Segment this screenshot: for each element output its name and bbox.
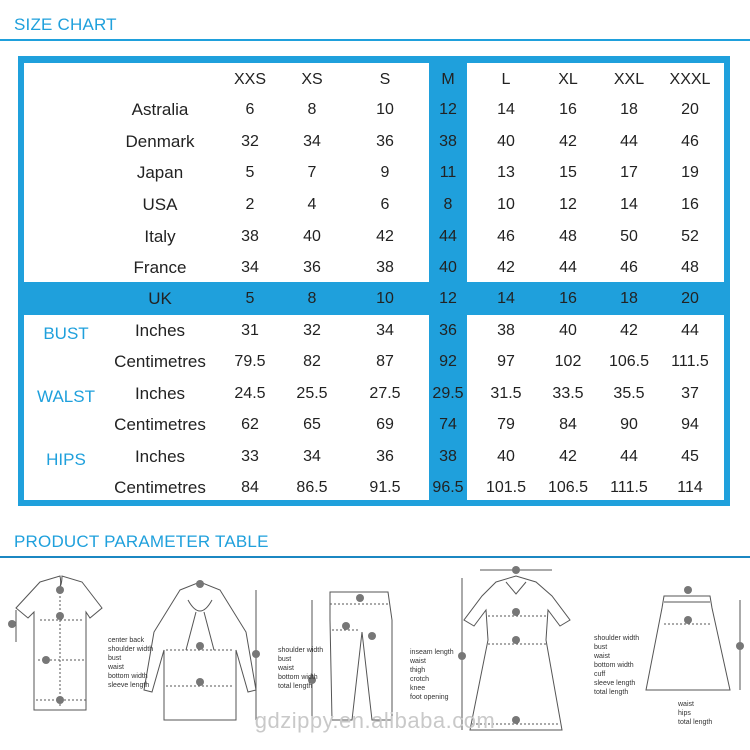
table-cell: 37 [681, 385, 699, 402]
legend-item: bust [594, 644, 608, 651]
uk-row-highlight [24, 282, 724, 315]
parameter-table-rule [0, 556, 750, 558]
table-cell: 34 [241, 259, 259, 276]
table-cell: 44 [681, 322, 699, 339]
table-cell: 94 [681, 416, 699, 433]
table-cell: 10 [497, 196, 515, 213]
table-cell: 32 [241, 133, 259, 150]
legend-item: foot opening [410, 694, 449, 701]
blouse-diagram [144, 582, 256, 720]
tshirt-diagram [16, 576, 102, 710]
table-cell: 15 [559, 164, 577, 181]
table-cell: 102 [554, 353, 582, 370]
row-label: Centimetres [114, 478, 206, 497]
table-cell: 7 [307, 164, 317, 181]
table-cell: 6 [380, 196, 390, 213]
column-header: L [501, 71, 511, 88]
legend-item: knee [410, 685, 426, 692]
legend-item: center back [108, 637, 145, 644]
table-cell: 50 [620, 228, 638, 245]
row-label: Astralia [131, 100, 189, 119]
dress-legend [594, 634, 639, 697]
pants-diagram [312, 592, 392, 720]
table-cell: 29.5 [432, 385, 464, 402]
table-cell: 4 [307, 196, 317, 213]
table-cell: 46 [620, 259, 638, 276]
table-cell: 14 [497, 101, 515, 118]
legend-item: total length [678, 719, 713, 726]
parameter-table-title: PRODUCT PARAMETER TABLE [14, 532, 269, 551]
table-cell: 20 [681, 290, 699, 307]
table-cell: 34 [303, 448, 321, 465]
row-label: Japan [136, 163, 184, 182]
table-cell: 42 [497, 259, 515, 276]
legend-item: waist [410, 658, 426, 665]
table-cell: 90 [620, 416, 638, 433]
row-label: France [133, 258, 187, 277]
table-cell: 42 [559, 448, 577, 465]
skirt-diagram [646, 596, 740, 690]
legend-item: bust [278, 656, 292, 663]
table-cell: 5 [245, 290, 255, 307]
column-header: S [379, 71, 391, 88]
table-cell: 38 [439, 448, 457, 465]
table-cell: 69 [376, 416, 394, 433]
table-cell: 18 [620, 290, 638, 307]
legend-item: bust [108, 655, 122, 662]
table-cell: 31.5 [490, 385, 522, 402]
table-cell: 10 [376, 101, 394, 118]
table-cell: 114 [677, 479, 703, 496]
legend-item: crotch [410, 676, 430, 683]
table-cell: 91.5 [369, 479, 401, 496]
table-cell: 24.5 [234, 385, 266, 402]
legend-item: shoulder width [594, 635, 640, 642]
table-cell: 13 [497, 164, 515, 181]
table-cell: 6 [245, 101, 255, 118]
legend-item: thigh [410, 667, 426, 674]
legend-item: waist [108, 664, 124, 671]
size-chart-title: SIZE CHART [14, 15, 117, 34]
table-cell: 84 [241, 479, 259, 496]
table-cell: 97 [497, 353, 515, 370]
column-header: XL [558, 71, 578, 88]
table-cell: 31 [241, 322, 259, 339]
legend-item: hips [678, 710, 691, 717]
size-chart-rule [0, 39, 750, 41]
table-cell: 16 [681, 196, 699, 213]
row-label: Italy [144, 227, 176, 246]
legend-item: sleeve length [108, 682, 150, 689]
table-cell: 106.5 [547, 479, 589, 496]
legend-item: waist [594, 653, 610, 660]
table-cell: 52 [681, 228, 699, 245]
table-cell: 45 [681, 448, 699, 465]
legend-item: bottom width [278, 674, 318, 681]
table-cell: 40 [497, 133, 515, 150]
group-label-walst: WALST [37, 387, 95, 406]
table-cell: 48 [681, 259, 699, 276]
table-cell: 48 [559, 228, 577, 245]
row-label: UK [148, 289, 172, 308]
table-cell: 34 [376, 322, 394, 339]
table-cell: 92 [439, 353, 457, 370]
row-label: USA [142, 195, 178, 214]
table-cell: 40 [559, 322, 577, 339]
table-cell: 25.5 [296, 385, 328, 402]
table-cell: 16 [559, 290, 577, 307]
table-cell: 79.5 [234, 353, 266, 370]
table-cell: 84 [559, 416, 577, 433]
table-cell: 106.5 [608, 353, 650, 370]
row-label: Inches [134, 321, 186, 340]
table-cell: 40 [303, 228, 321, 245]
table-cell: 36 [303, 259, 321, 276]
table-cell: 12 [439, 290, 457, 307]
table-cell: 19 [681, 164, 699, 181]
table-cell: 34 [303, 133, 321, 150]
legend-item: sleeve length [594, 680, 636, 687]
pants-legend [410, 648, 454, 702]
table-cell: 27.5 [369, 385, 401, 402]
table-cell: 20 [681, 101, 699, 118]
table-cell: 101.5 [485, 479, 527, 496]
table-cell: 16 [559, 101, 577, 118]
legend-item: cuff [594, 671, 606, 678]
row-label: Centimetres [114, 352, 206, 371]
legend-item: waist [278, 665, 294, 672]
table-cell: 96.5 [432, 479, 464, 496]
table-cell: 33 [241, 448, 259, 465]
column-header: M [441, 71, 455, 88]
legend-item: shoulder width [108, 646, 154, 653]
tshirt-legend [108, 636, 153, 690]
legend-item: bottom width [594, 662, 634, 669]
table-cell: 11 [439, 164, 457, 181]
watermark: gdzippy.en.alibaba.com [254, 708, 496, 733]
table-cell: 36 [376, 448, 394, 465]
legend-item: shoulder width [278, 647, 324, 654]
table-cell: 38 [376, 259, 394, 276]
table-cell: 12 [439, 101, 457, 118]
legend-item: bottom width [108, 673, 148, 680]
table-cell: 42 [559, 133, 577, 150]
table-cell: 44 [559, 259, 577, 276]
table-cell: 32 [303, 322, 321, 339]
table-cell: 44 [620, 133, 638, 150]
table-cell: 111.5 [671, 353, 709, 370]
table-cell: 79 [497, 416, 515, 433]
dress-diagram [462, 570, 570, 730]
table-cell: 111.5 [610, 479, 648, 496]
table-cell: 40 [439, 259, 457, 276]
group-label-hips: HIPS [46, 450, 86, 469]
table-cell: 18 [620, 101, 638, 118]
table-cell: 9 [380, 164, 390, 181]
table-cell: 36 [439, 322, 457, 339]
table-cell: 46 [681, 133, 699, 150]
row-label: Inches [134, 447, 186, 466]
blouse-legend [278, 646, 323, 691]
table-cell: 38 [439, 133, 457, 150]
table-cell: 10 [376, 290, 394, 307]
table-cell: 44 [620, 448, 638, 465]
column-header: XXXL [669, 71, 711, 88]
table-cell: 82 [303, 353, 321, 370]
legend-item: inseam length [410, 649, 454, 656]
column-header: XS [301, 71, 323, 88]
table-cell: 46 [497, 228, 515, 245]
table-cell: 38 [497, 322, 515, 339]
table-cell: 40 [497, 448, 515, 465]
table-cell: 36 [376, 133, 394, 150]
table-cell: 74 [439, 416, 457, 433]
column-header: XXS [233, 71, 267, 88]
table-cell: 86.5 [296, 479, 328, 496]
table-cell: 12 [559, 196, 577, 213]
legend-item: total length [278, 683, 313, 690]
table-cell: 42 [376, 228, 394, 245]
row-label: Centimetres [114, 415, 206, 434]
table-cell: 8 [443, 196, 453, 213]
table-cell: 14 [620, 196, 638, 213]
table-cell: 42 [620, 322, 638, 339]
table-cell: 33.5 [552, 385, 584, 402]
table-cell: 2 [245, 196, 255, 213]
row-label: Denmark [125, 132, 195, 151]
column-header: XXL [613, 71, 645, 88]
table-cell: 35.5 [613, 385, 645, 402]
table-cell: 62 [241, 416, 259, 433]
table-cell: 87 [376, 353, 394, 370]
table-cell: 44 [439, 228, 457, 245]
group-label-bust: BUST [43, 324, 89, 343]
table-cell: 5 [245, 164, 255, 181]
legend-item: waist [678, 701, 694, 708]
table-cell: 8 [307, 290, 317, 307]
row-label: Inches [134, 384, 186, 403]
table-cell: 17 [620, 164, 638, 181]
table-cell: 38 [241, 228, 259, 245]
legend-item: total length [594, 689, 629, 696]
table-cell: 8 [307, 101, 317, 118]
table-cell: 14 [497, 290, 515, 307]
table-cell: 65 [303, 416, 321, 433]
